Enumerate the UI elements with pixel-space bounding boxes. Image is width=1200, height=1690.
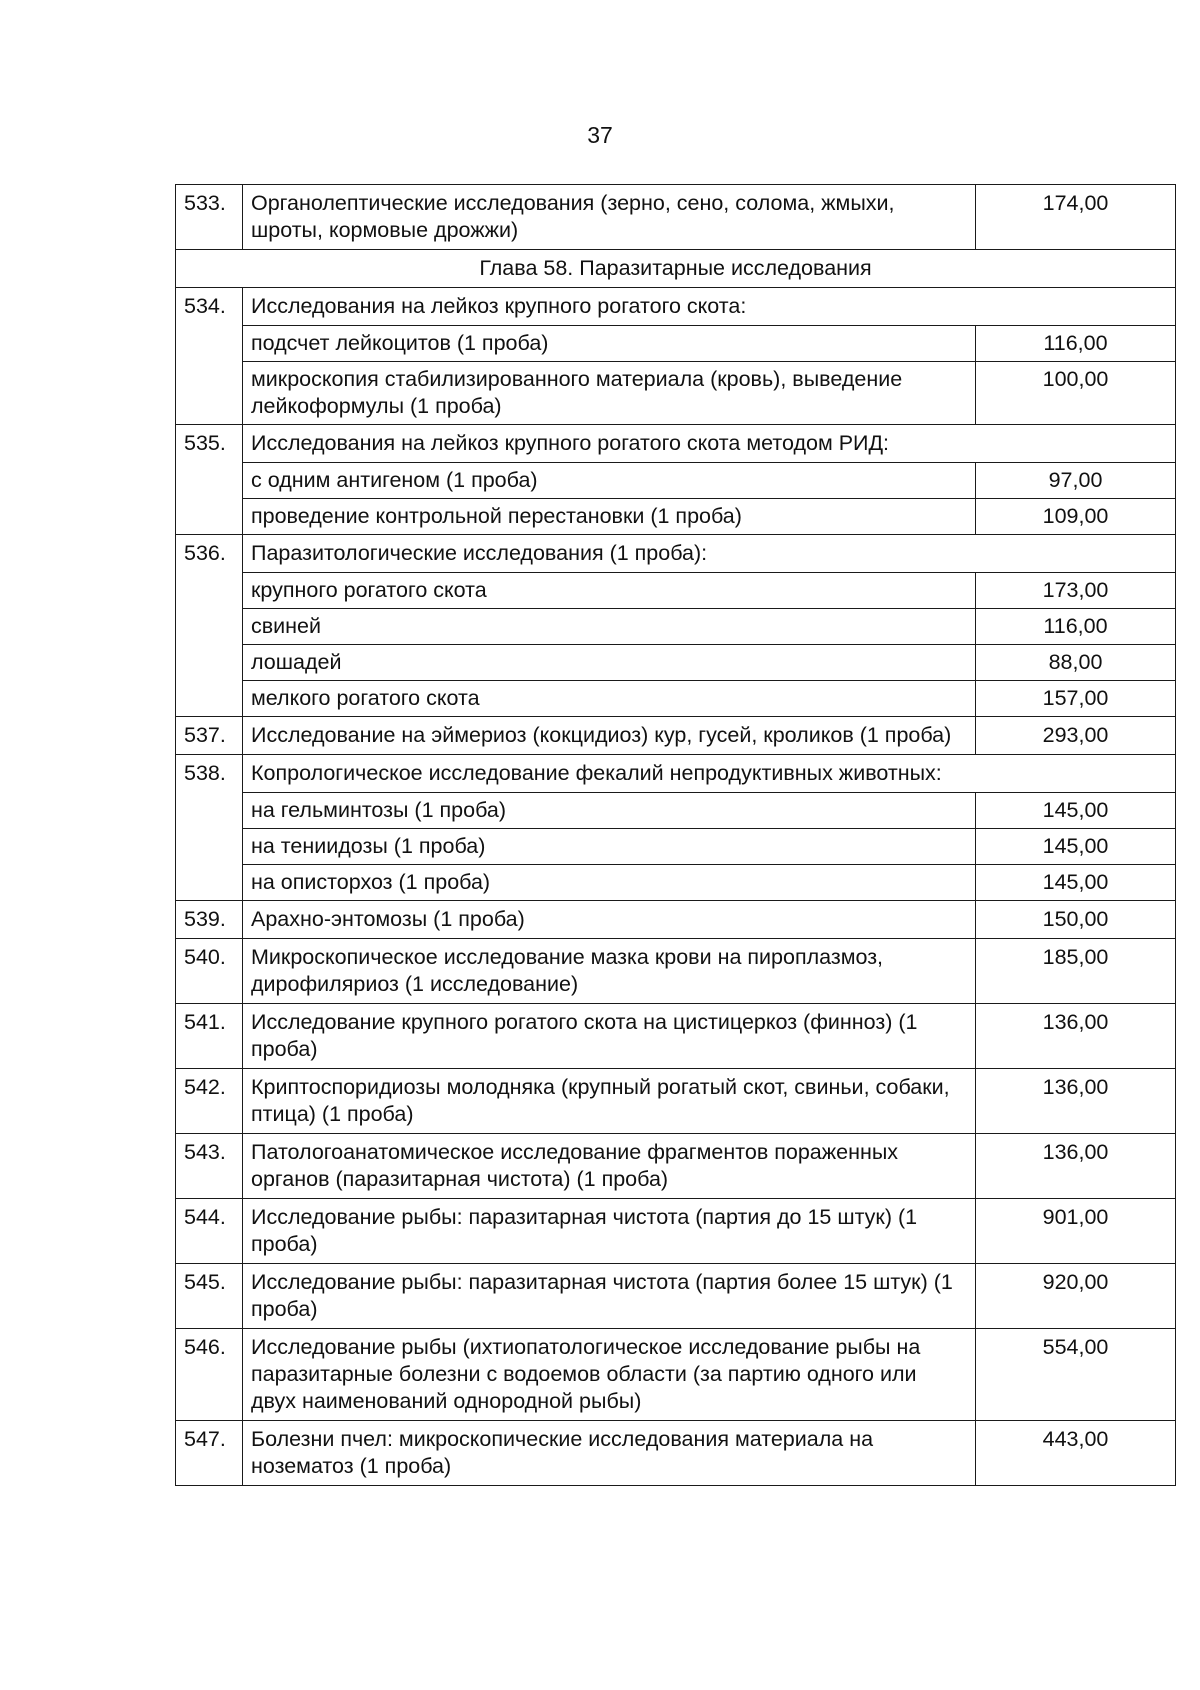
service-price: 145,00 bbox=[976, 829, 1176, 865]
service-name: Исследование на эймериоз (кокцидиоз) кур, гусей, кроликов (1 проба) bbox=[243, 717, 976, 755]
item-number: 537. bbox=[176, 717, 243, 755]
sub-row bbox=[176, 793, 1176, 829]
service-price: 100,00 bbox=[976, 362, 1176, 425]
table-row bbox=[176, 185, 1176, 250]
sub-row bbox=[176, 829, 1176, 865]
table-row bbox=[176, 939, 1176, 1004]
table-row bbox=[176, 1329, 1176, 1421]
group-heading: Копрологическое исследование фекалий непродуктивных животных: bbox=[243, 755, 1176, 793]
chapter-heading: Глава 58. Паразитарные исследования bbox=[176, 250, 1176, 288]
service-name: подсчет лейкоцитов (1 проба) bbox=[243, 326, 976, 362]
table-row bbox=[176, 755, 1176, 793]
item-number: 547. bbox=[176, 1421, 243, 1486]
table-row bbox=[176, 288, 1176, 326]
service-name: Арахно-энтомозы (1 проба) bbox=[243, 901, 976, 939]
sub-row bbox=[176, 499, 1176, 535]
service-name: крупного рогатого скота bbox=[243, 573, 976, 609]
item-number: 540. bbox=[176, 939, 243, 1004]
table-row bbox=[176, 425, 1176, 463]
service-name: мелкого рогатого скота bbox=[243, 681, 976, 717]
service-name: Исследование рыбы: паразитарная чистота (партия до 15 штук) (1 проба) bbox=[243, 1199, 976, 1264]
service-name: проведение контрольной перестановки (1 проба) bbox=[243, 499, 976, 535]
service-name: Исследование крупного рогатого скота на цистицеркоз (финноз) (1 проба) bbox=[243, 1004, 976, 1069]
table-row bbox=[176, 1004, 1176, 1069]
service-price: 173,00 bbox=[976, 573, 1176, 609]
item-number: 541. bbox=[176, 1004, 243, 1069]
item-number: 545. bbox=[176, 1264, 243, 1329]
service-price: 293,00 bbox=[976, 717, 1176, 755]
service-price: 185,00 bbox=[976, 939, 1176, 1004]
service-price: 88,00 bbox=[976, 645, 1176, 681]
table-row bbox=[176, 1421, 1176, 1486]
service-name: Органолептические исследования (зерно, сено, солома, жмыхи, шроты, кормовые дрожжи) bbox=[243, 185, 976, 250]
chapter-row bbox=[176, 250, 1176, 288]
service-price: 554,00 bbox=[976, 1329, 1176, 1421]
item-number: 542. bbox=[176, 1069, 243, 1134]
item-number: 543. bbox=[176, 1134, 243, 1199]
sub-row bbox=[176, 609, 1176, 645]
service-price: 116,00 bbox=[976, 609, 1176, 645]
service-name: Патологоанатомическое исследование фрагментов пораженных органов (паразитарная чистота) (1 проба) bbox=[243, 1134, 976, 1199]
table-row bbox=[176, 535, 1176, 573]
service-name: на тениидозы (1 проба) bbox=[243, 829, 976, 865]
table-row bbox=[176, 1134, 1176, 1199]
service-price: 150,00 bbox=[976, 901, 1176, 939]
service-price: 145,00 bbox=[976, 865, 1176, 901]
item-number: 544. bbox=[176, 1199, 243, 1264]
sub-row bbox=[176, 463, 1176, 499]
service-name: на гельминтозы (1 проба) bbox=[243, 793, 976, 829]
service-name: на описторхоз (1 проба) bbox=[243, 865, 976, 901]
service-name: Микроскопическое исследование мазка крови на пироплазмоз, дирофиляриоз (1 исследование) bbox=[243, 939, 976, 1004]
sub-row bbox=[176, 645, 1176, 681]
service-price: 443,00 bbox=[976, 1421, 1176, 1486]
group-heading: Исследования на лейкоз крупного рогатого скота: bbox=[243, 288, 1176, 326]
service-price: 145,00 bbox=[976, 793, 1176, 829]
service-name: свиней bbox=[243, 609, 976, 645]
group-heading: Паразитологические исследования (1 проба): bbox=[243, 535, 1176, 573]
service-price: 136,00 bbox=[976, 1134, 1176, 1199]
item-number: 533. bbox=[176, 185, 243, 250]
item-number: 546. bbox=[176, 1329, 243, 1421]
table-row bbox=[176, 717, 1176, 755]
item-number: 539. bbox=[176, 901, 243, 939]
service-name: Криптоспоридиозы молодняка (крупный рогатый скот, свиньи, собаки, птица) (1 проба) bbox=[243, 1069, 976, 1134]
service-price: 901,00 bbox=[976, 1199, 1176, 1264]
sub-row bbox=[176, 865, 1176, 901]
service-price: 157,00 bbox=[976, 681, 1176, 717]
service-name: Исследование рыбы: паразитарная чистота (партия более 15 штук) (1 проба) bbox=[243, 1264, 976, 1329]
service-name: микроскопия стабилизированного материала (кровь), выведение лейкоформулы (1 проба) bbox=[243, 362, 976, 425]
page-number: 37 bbox=[587, 122, 613, 148]
sub-row bbox=[176, 573, 1176, 609]
table-row bbox=[176, 1264, 1176, 1329]
service-name: Болезни пчел: микроскопические исследования материала на нозематоз (1 проба) bbox=[243, 1421, 976, 1486]
service-price: 136,00 bbox=[976, 1069, 1176, 1134]
service-name: с одним антигеном (1 проба) bbox=[243, 463, 976, 499]
item-number: 535. bbox=[176, 425, 243, 535]
service-price: 116,00 bbox=[976, 326, 1176, 362]
sub-row bbox=[176, 326, 1176, 362]
item-number: 536. bbox=[176, 535, 243, 717]
item-number: 538. bbox=[176, 755, 243, 901]
sub-row bbox=[176, 681, 1176, 717]
table-row bbox=[176, 901, 1176, 939]
service-name: лошадей bbox=[243, 645, 976, 681]
item-number: 534. bbox=[176, 288, 243, 425]
group-heading: Исследования на лейкоз крупного рогатого скота методом РИД: bbox=[243, 425, 1176, 463]
service-price: 109,00 bbox=[976, 499, 1176, 535]
service-price: 920,00 bbox=[976, 1264, 1176, 1329]
table-row bbox=[176, 1069, 1176, 1134]
service-name: Исследование рыбы (ихтиопатологическое исследование рыбы на паразитарные болезни с водоемов области (за партию одного или двух наименований однородной рыбы) bbox=[243, 1329, 976, 1421]
table-row bbox=[176, 1199, 1176, 1264]
price-table bbox=[175, 184, 1176, 1486]
service-price: 97,00 bbox=[976, 463, 1176, 499]
sub-row bbox=[176, 362, 1176, 425]
service-price: 136,00 bbox=[976, 1004, 1176, 1069]
price-table-body bbox=[176, 185, 1176, 1486]
service-price: 174,00 bbox=[976, 185, 1176, 250]
